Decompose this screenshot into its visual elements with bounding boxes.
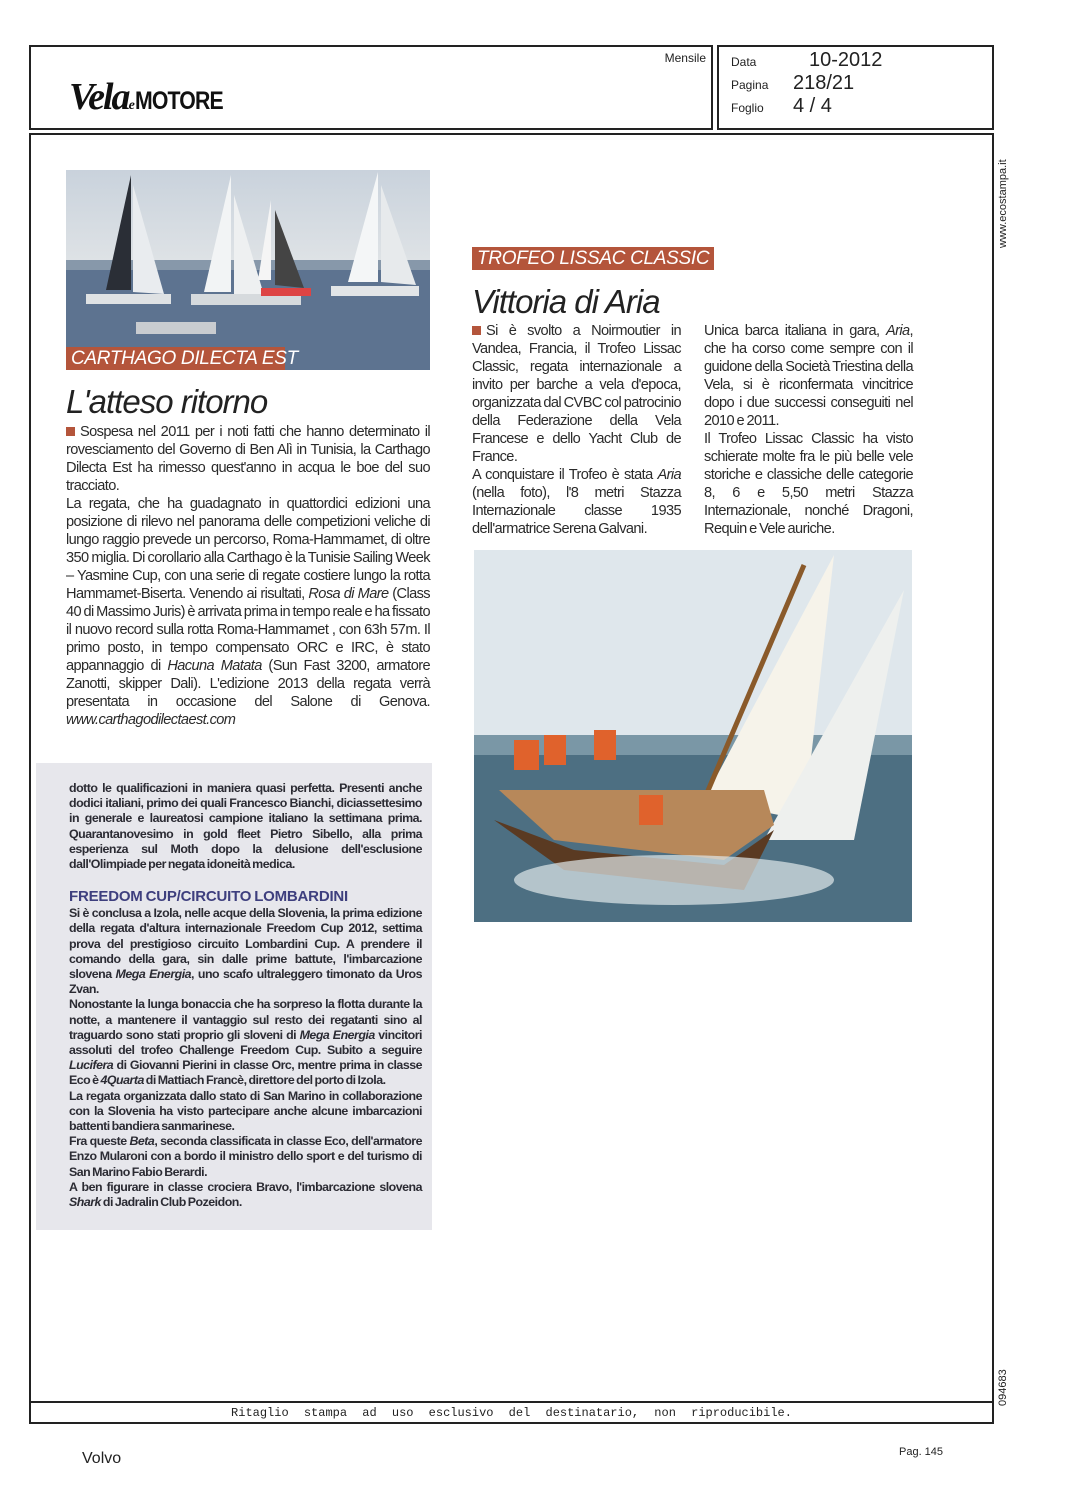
boat-name: Aria (885, 323, 910, 339)
bullet-square-icon (472, 326, 481, 335)
logo-motore: MOTORE (134, 87, 223, 115)
paragraph: dotto le qualificazioni in maniera quasi perfetta. Presenti anche dodici italiani, primo dei quali Francesco Bianchi, diciassettesimo in generale e laureatosi campione italiano la settimana prima. Quarantanovesimo in gold fleet Pietro Sibello, alla prima esperienza sul Moth dopo la delusione dell'esclusione dall'Olimpiade per negata idoneità medica. (69, 781, 422, 872)
meta-label-foglio: Foglio (731, 101, 764, 115)
website-side-text: www.ecostampa.it (997, 159, 1009, 248)
boat-name: Mega Energia (115, 967, 192, 982)
section-heading-freedom-cup: FREEDOM CUP/CIRCUITO LOMBARDINI (69, 888, 349, 906)
paragraph: (Class 40 di Massimo Juris) è arrivata prima in tempo reale e ha fissato il nuovo record sulla rotta Roma-Hammamet , con 63h 57m. Il primo posto, in tempo compensato ORC e IRC, è stato appannaggio di (66, 586, 431, 674)
meta-value-pagina: 218/21 (793, 72, 855, 94)
left-column (66, 170, 430, 1230)
paragraph: Sospesa nel 2011 per i noti fatti che hanno determinato il rovesciamento del Governo di Ben Alì in Tunisia, la Carthago Dilecta Est ha rimesso quest'anno in acqua le boe del suo tracciato. (66, 424, 430, 494)
archive-code: 094683 (997, 1369, 1009, 1406)
paragraph: La regata organizzata dallo stato di San Marino in collaborazione con la Slovenia ha visto partecipare anche alcune imbarcazioni battenti bandiera sanmarinese. (69, 1088, 422, 1134)
paragraph: A ben figurare in classe crociera Bravo, l'imbarcazione slovena (69, 1179, 422, 1194)
publication-logo (69, 75, 238, 119)
disclaimer: Ritaglio stampa ad uso esclusivo del destinatario, non riproducibile. (231, 1406, 792, 1420)
meta-value-data: 10-2012 (809, 49, 883, 71)
paragraph: Unica barca italiana in gara, (704, 323, 886, 339)
boat-name: Mega Energia (299, 1027, 375, 1042)
meta-value-foglio: 4 / 4 (793, 95, 832, 117)
paragraph: di Giovanni Pierini in classe Orc, mentre prima in classe Eco è (69, 1058, 422, 1088)
section-kicker-carthago: CARTHAGO DILECTA EST (66, 347, 285, 370)
paragraph: , che ha corso come sempre con il guidone della Società Triestina della Vela, si è riconfermata vincitrice dopo i due successi conseguiti nel 2010 e 2011. (704, 323, 913, 429)
paragraph: di Jadralin Club Pozeidon. (100, 1195, 242, 1210)
boat-name: Hacuna Matata (167, 658, 262, 674)
logo-e: e (128, 98, 135, 113)
aria-sailboat-photo (474, 550, 912, 922)
paragraph: , uno scafo ultraleggero timonato da Uros Zvan. (69, 967, 422, 997)
client-name: Volvo (82, 1450, 122, 1467)
grey-sidebar-box (36, 763, 432, 1230)
boat-name: 4Quarta (100, 1073, 144, 1088)
paragraph: vincitori assoluti del trofeo Challenge Freedom Cup. Subito a seguire (69, 1027, 422, 1058)
boat-name: Aria (657, 467, 681, 483)
section-kicker-lissac: TROFEO LISSAC CLASSIC (472, 247, 714, 270)
right-column (472, 247, 913, 922)
meta-label-data: Data (731, 55, 757, 69)
header-publication-box (29, 45, 713, 130)
paragraph: A conquistare il Trofeo è stata (472, 467, 658, 483)
article-body-carthago (66, 423, 430, 729)
boat-name: Lucifera (69, 1058, 114, 1073)
article-body-lissac-col2 (704, 322, 913, 538)
paragraph: Nonostante la lunga bonaccia che ha sorpreso la flotta durante la notte, a mantenere il vantaggio sul resto dei regatanti sino al traguardo sono stati proprio gli sloveni di (69, 997, 422, 1042)
paragraph: Si è conclusa a Izola, nelle acque della Slovenia, la prima edizione della regata d'altura internazionale Freedom Cup 2012, settima prova del prestigioso circuito Lombardini Cup. A prendere il comando della gara, sin dalle prime battute, l'imbarcazione slovena (69, 906, 422, 982)
paragraph: di Mattiach Francè, direttore del porto di Izola. (143, 1073, 386, 1088)
website-link[interactable]: www.carthagodilectaest.com (66, 712, 236, 728)
paragraph: La regata, che ha guadagnato in quattordici edizioni una posizione di rilevo nel panorama delle competizioni veliche di lungo raggio prevede un percorso, Roma-Hammamet, di oltre 350 miglia. Di corollario alla Carthago è la Tunisie Sailing Week – Yasmine Cup, con una serie di regate costiere lungo la rotta Hammamet-Biserta. Venendo ai risultati, (66, 496, 430, 602)
article-body-lissac-col1 (472, 322, 681, 538)
article-title-vittoria-aria: Vittoria di Aria (472, 283, 660, 320)
header-meta-box (717, 45, 994, 130)
paragraph: Il Trofeo Lissac Classic ha visto schierate molte fra le più belle vele storiche e classiche delle categorie 8, 6 e 5,50 metri Stazza Internazionale, nonché Dragoni, Requin e Vele auriche. (704, 431, 913, 537)
bullet-square-icon (66, 427, 75, 436)
logo-vela: Vela (69, 76, 129, 118)
paragraph: (Sun Fast 3200, armatore Zanotti, skipper Dali). L'edizione 2013 della regata verrà presentata in occasione del Salone di Genova. (66, 658, 431, 710)
footer-divider (31, 1401, 992, 1403)
boat-name: Shark (69, 1195, 101, 1210)
paragraph: , seconda classificata in classe Eco, dell'armatore Enzo Mularoni con a bordo il ministro dello sport e del turismo di San Marino Fabio Berardi. (69, 1134, 422, 1179)
article-columns (472, 322, 913, 538)
regatta-photo (66, 170, 430, 370)
paragraph: (nella foto), l'8 metri Stazza Internazionale classe 1935 dell'armatrice Serena Galvani. (472, 485, 681, 537)
boat-name: Rosa di Mare (308, 586, 389, 602)
page-number: Pag. 145 (899, 1446, 944, 1458)
paragraph: Si è svolto a Noirmoutier in Vandea, Francia, il Trofeo Lissac Classic, regata internazionale a invito per barche a vela d'epoca, organizzata dal CVBC col patrocinio della Federazione della Vela Francese e dello Yacht Club de France. (472, 323, 681, 465)
boat-name: Beta (129, 1134, 155, 1149)
paragraph: Fra queste (69, 1134, 130, 1149)
grey-box-text (69, 781, 422, 1210)
article-title-atteso-ritorno: L'atteso ritorno (66, 383, 268, 420)
meta-label-pagina: Pagina (731, 78, 769, 92)
frequency-label: Mensile (664, 51, 706, 65)
